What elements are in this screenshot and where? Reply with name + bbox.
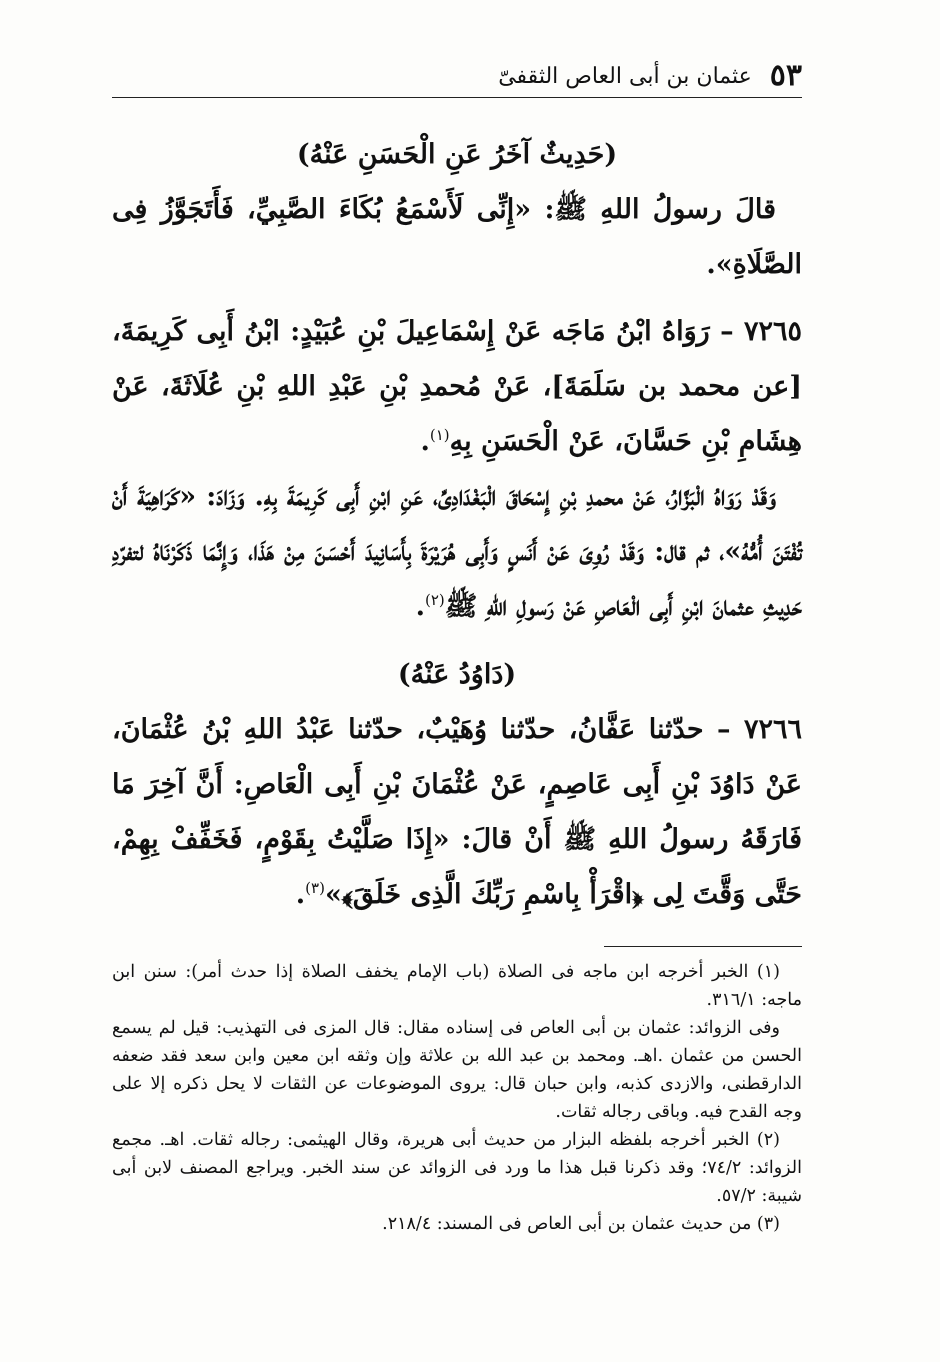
page-number: ٥٣ <box>769 58 802 93</box>
hadith-text: قالَ رسولُ اللهِ ﷺ: «إِنِّى لَأَسْمَعُ بُكَاءَ الصَّبِيِّ، فَأَتَجَوَّزُ فِى الصَّلَاةِ». <box>112 194 802 280</box>
footnotes <box>112 958 802 1238</box>
footnote-ref-1[interactable]: (١) <box>429 426 450 444</box>
footnote-1-continuation: وفى الزوائد: عثمان بن أبى العاص فى إسناده مقال: قال المزى فى التهذيب: قيل لم يسمع الحسن من عثمان .اهـ. ومحمد بن عبد الله بن علاثة وإن وثقه ابن معين وابن سعد فقد ضعفه الدارقطنى، والازدى كذبه، وابن حبان قال: يروى الموضوعات عن الثقات لا يحل ذكره إلا على وجه القدح فيه. وباقى رجاله ثقات. <box>112 1018 802 1122</box>
footnote-ref-2[interactable]: (٢) <box>424 591 445 609</box>
sentence-end: . <box>295 879 306 910</box>
footnote-2: (٢) الخبر أخرجه بلفظه البزار من حديث أبى هريرة، وقال الهيثمى: رجاله ثقات. اهـ. مجمع الزوائد: ٧٤/٢؛ وقد ذكرنا قبل هذا ما ورد فى الزوائد عن سند الخبر. ويراجع المصنف لابن أبى شيبة: ٥٧/٢. <box>112 1130 802 1206</box>
main-text <box>112 128 802 922</box>
entry-7265 <box>112 304 802 469</box>
entry-text: – حدّثنا عَفَّانُ، حدّثنا وُهَيْبٌ، حدّثنا عَبْدُ اللهِ بْنُ عُثْمَانَ، عَنْ دَاوُدَ بْنِ أَبِى عَاصِمٍ، عَنْ عُثْمَانَ بْنِ أَبِى الْعَاصِ: أَنَّ آخِرَ مَا فَارَقَهُ رسولُ اللهِ ﷺ أَنْ قالَ: «إِذَا صَلَّيْتُ بِقَوْمٍ، فَخَفِّفْ بِهِمْ، حَتَّى وَقَّتَ لِى ﴿اقْرَأْ بِاسْمِ رَبِّكَ الَّذِى خَلَقَ﴾» <box>112 714 802 910</box>
footnote-3: (٣) من حديث عثمان بن أبى العاص فى المسند: ٢١٨/٤. <box>382 1214 780 1234</box>
section-heading-dawud: (دَاوُدُ عَنْهُ) <box>397 659 517 690</box>
page-header <box>112 48 802 98</box>
footnote-ref-3[interactable]: (٣) <box>305 879 325 897</box>
entry-text: – رَوَاهُ ابْنُ مَاجَه عَنْ إِسْمَاعِيلَ بْنِ عُبَيْدٍ: ابْنُ أَبِى كَرِيمَةَ، [عن محمد بن سَلَمَةَ]، عَنْ مُحمدِ بْنِ عَبْدِ اللهِ بْنِ عُلَاثَةَ، عَنْ هِشَامِ بْنِ حَسَّانَ، عَنْ الْحَسَنِ بِهِ <box>112 316 802 457</box>
sentence-end: . <box>420 426 430 457</box>
running-title: عثمان بن أبى العاص الثقفىّ <box>498 64 752 89</box>
entry-7265-continuation <box>112 469 802 634</box>
footnote-1: (١) الخبر أخرجه ابن ماجه فى الصلاة (باب الإمام يخفف الصلاة إذا حدث أمر): سنن ابن ماجه: ٣١٦/١. <box>112 962 802 1010</box>
entry-text: وَقَدْ رَوَاهُ الْبَزَّارُ، عَنْ محمدِ بْنِ إِسْحَاقَ الْبَغْدَادِىِّ، عَنِ ابْنِ أَبِى كَرِيمَةَ بِهِ. وَزَادَ: «كَرَاهِيَةَ أَنْ تُفْتَنَ أُمُّهُ»، ثم قال: وَقَدْ رُوِىَ عَنْ أَنَسٍ وَأَبِى هُرَيْرَةَ بِأَسَانِيدَ أَحْسَنَ مِنْ هَذَا، وَإِنَّمَا ذَكَرْنَاهُ لتفرّدِ حَدِيثِ عثمانَ ابْنِ أَبِى الْعَاصِ عَنْ رَسولِ اللهِ ﷺ <box>112 481 802 622</box>
entry-number: ٧٢٦٥ <box>743 316 802 347</box>
footnote-divider <box>604 946 802 947</box>
entry-7266 <box>112 702 802 922</box>
entry-number: ٧٢٦٦ <box>743 714 802 745</box>
sentence-end: . <box>415 591 425 622</box>
section-heading-hasan: (حَدِيثٌ آخَرُ عَنِ الْحَسَنِ عَنْهُ) <box>296 139 618 170</box>
